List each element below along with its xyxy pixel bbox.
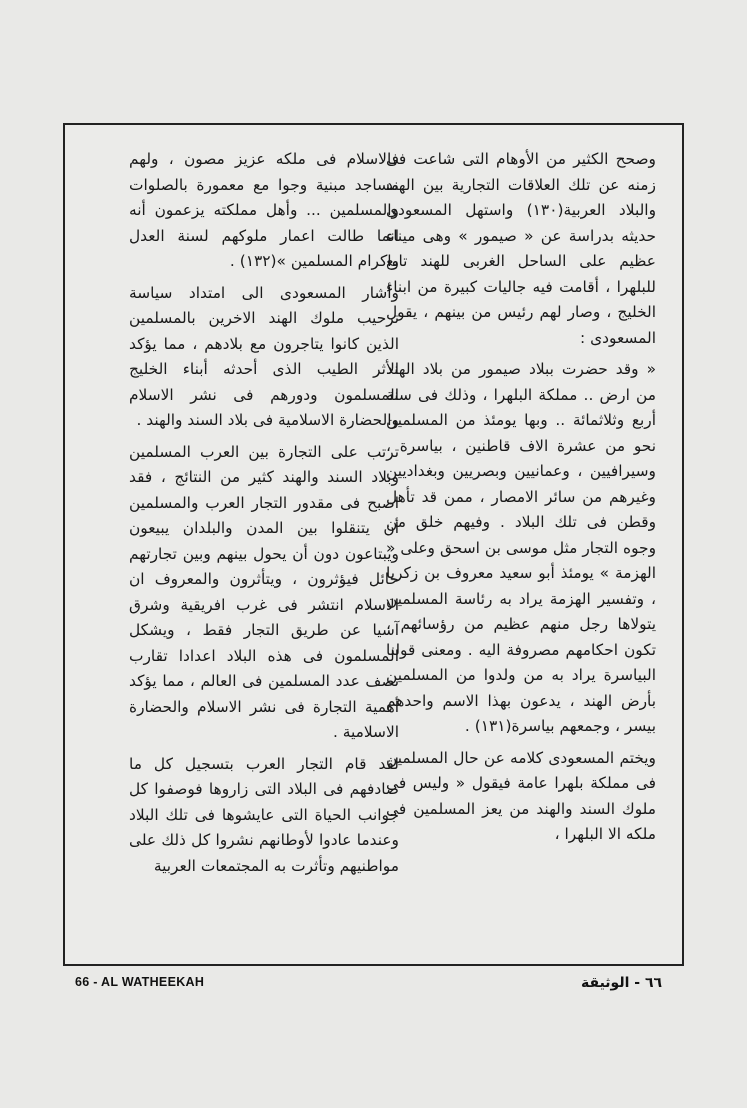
article-frame xyxy=(63,123,684,966)
paragraph: وصحح الكثير من الأوهام التى شاعت فى زمنه عن تلك العلاقات التجارية بين الهند والبلاد العربية(١٣٠) واستهل المسعودى حديثه بدراسة عن « صيمور » وهى ميناء عظيم على الساحل الغربى للهند تابع للبلهرا ، أقامت فيه جاليات كبيرة من ابناء الخليج ، وصار لهم رئيس من بينهم ، يقول المسعودى : xyxy=(386,150,657,347)
paragraph: فالاسلام فى ملكه عزيز مصون ، ولهم مساجد مبنية وجوا مع معمورة بالصلوات والمسلمين ... وأهل مملكته يزعمون أنه انما طالت اعمار ملوكهم لسنة العدل واكرام المسلمين »(١٣٢) . xyxy=(129,150,399,270)
paragraph: وأشار المسعودى الى امتداد سياسة ترحيب ملوك الهند الاخرين بالمسلمين الذين كانوا يتاجرون مع بلادهم ، مما يؤكد الأثر الطيب الذى أحدثه أبناء الخليج المسلمون ودورهم فى نشر الاسلام والحضارة الاسلامية فى بلاد السند والهند . xyxy=(129,283,399,429)
paragraph: ويختم المسعودى كلامه عن حال المسلمين فى مملكة بلهرا عامة فيقول « وليس فى ملوك السند والهند من يعز المسلمين فى ملكه الا البلهرا ، xyxy=(386,748,656,843)
paragraph: لقد قام التجار العرب بتسجيل كل ما صادفهم فى البلاد التى زاروها فوصفوا كل جوانب الحياة التى عايشوها فى تلك البلاد وعندما عادوا لأوطانهم نشروا كل ذلك على مواطنيهم وتأثرت به المجتمعات العربية xyxy=(129,754,399,875)
article-column-left xyxy=(129,147,399,879)
paragraph: « وقد حضرت ببلاد صيمور من بلاد الهند من ارض .. مملكة البلهرا ، وذلك فى سنة أربع وثلاثمائة .. وبها يومئذ من المسلمين نحو من عشرة الاف قاطنين ، بياسرة ، وسيرافيين ، وعمانيين وبصريين وبغداديين وغيرهم من سائر الامصار ، ممن قد تأهل وقطن فى تلك البلاد . وفيهم خلق من وجوه التجار مثل موسى بن اسحق وعلى « الهزمة » يومئذ أبو سعيد معروف بن زكريا ، وتفسير الهزمة يراد به رئاسة المسلمين يتولاها رجل منهم عظيم من رؤسائهم ، تكون احكامهم مصروفة اليه . ومعنى قولنا البياسرة يراد به من ولدوا من المسلمين بأرض الهند ، يدعون بهذا الاسم واحدهم بيسر ، وجمعهم بياسرة(١٣١) . xyxy=(386,360,656,735)
page-footer-arabic: ٦٦ - الوثيقة xyxy=(581,975,663,991)
page-footer-latin: 66 - AL WATHEEKAH xyxy=(75,975,205,989)
paragraph: ترتب على التجارة بين العرب المسلمين وبلاد السند والهند كثير من النتائج ، فقد اصبح فى مقدور التجار العرب والمسلمين أن يتنقلوا بين المدن والبلدان يبيعون ويبتاعون دون أن يحول بينهم وبين تجارتهم حائل فيؤثرون ، ويتأثرون والمعروف ان الاسلام انتشر فى غرب افريقية وشرق آسيا عن طريق التجار فقط ، ويشكل المسلمون فى هذه البلاد اعدادا تقارب نصف عدد المسلمين فى العالم ، مما يؤكد أهمية التجارة فى نشر الاسلام والحضارة الاسلامية . xyxy=(129,442,399,741)
article-column-right xyxy=(386,147,656,848)
